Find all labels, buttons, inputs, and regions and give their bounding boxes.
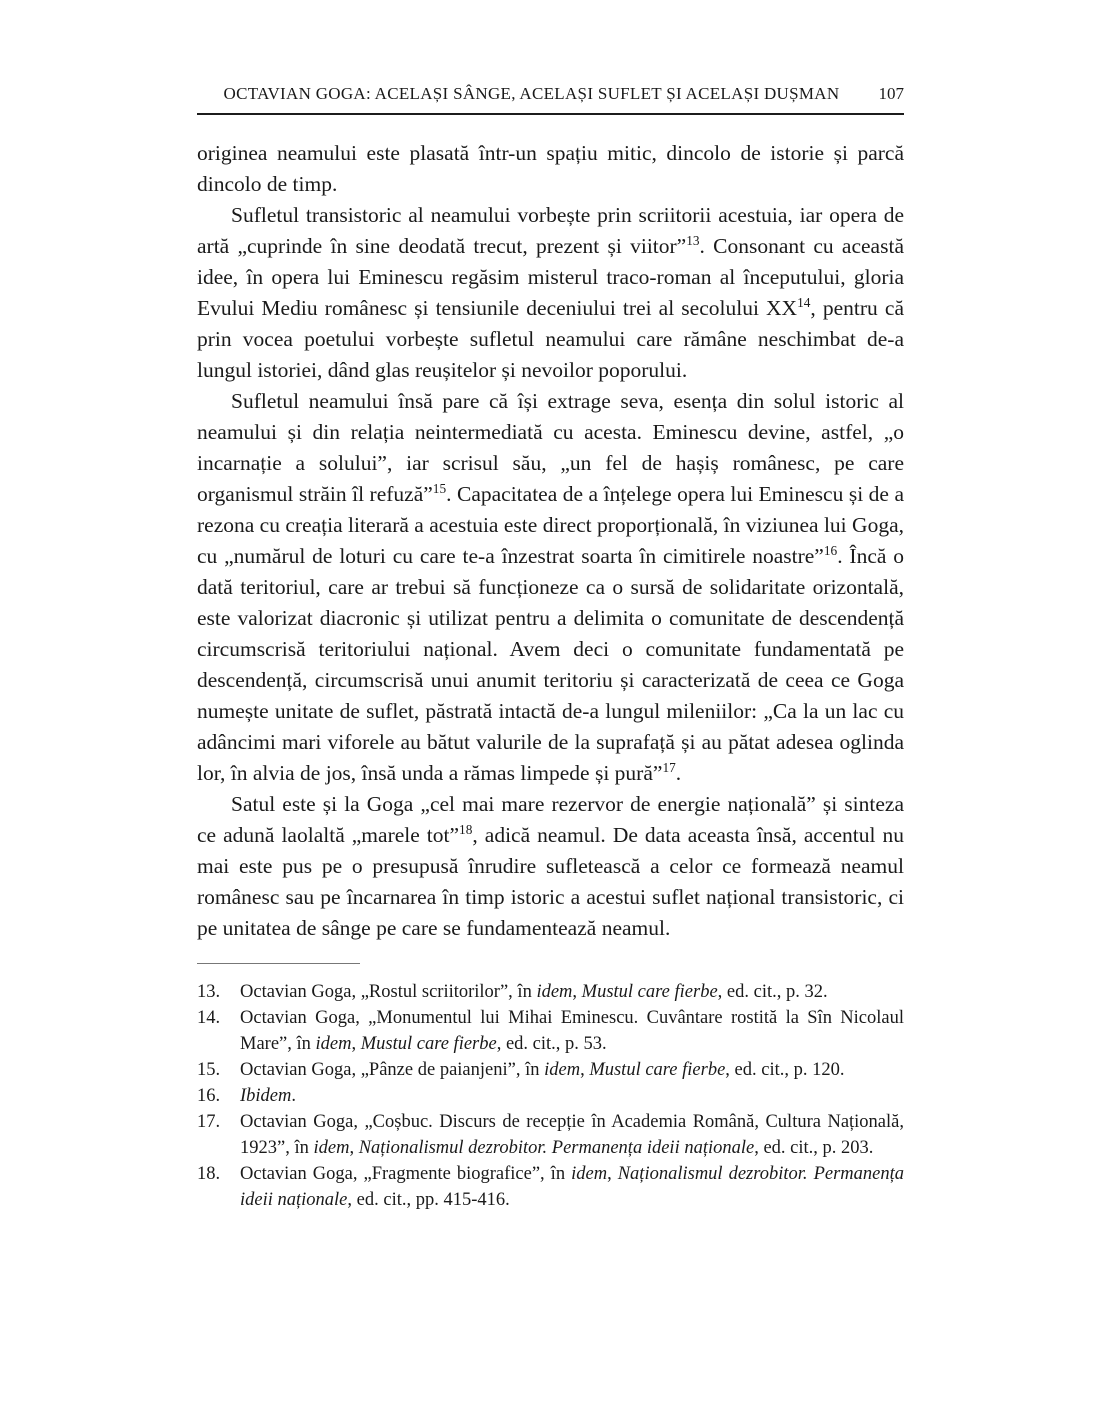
footnote-text: Octavian Goga, „Coșbuc. Discurs de recepție în Academia Română, Cultura Națională, 1923”, în idem, Naționalismul dezrobitor. Permanența ideii naționale, ed. cit., p. 203.	[240, 1112, 904, 1158]
running-head	[197, 84, 904, 115]
footnote-14	[197, 1005, 904, 1057]
footnote-ref: 14	[797, 294, 811, 310]
footnote-ref: 15	[432, 480, 447, 496]
footnote-number: 18.	[197, 1164, 221, 1184]
footnote-text: Octavian Goga, „Pânze de paianjeni”, în idem, Mustul care fierbe, ed. cit., p. 120.	[240, 1060, 845, 1080]
running-head-title: OCTAVIAN GOGA: ACELAȘI SÂNGE, ACELAȘI SUFLET ȘI ACELAȘI DUȘMAN	[223, 84, 840, 103]
footnote-15	[197, 1057, 904, 1083]
footnote-separator	[197, 963, 360, 964]
footnote-13	[197, 979, 904, 1005]
paragraph-4: Satul este și la Goga „cel mai mare rezervor de energie națională” și sinteza ce adună laolaltă „marele tot”$^{18}$, adică neamul. De data aceasta însă, accentul nu mai este pus pe o presupusă înrudire sufletească a celor ce formează neamul românesc sau pe încarnarea în timp istoric a acestui suflet național transistoric, ci pe unitatea de sânge pe care se fundamentează neamul.	[197, 792, 904, 940]
footnote-number: 15.	[197, 1060, 221, 1080]
footnote-ref: 18	[459, 821, 473, 837]
footnotes-section	[197, 963, 904, 1213]
paragraph-3: Sufletul neamului însă pare că își extrage seva, esența din solul istoric al neamului și din relația neintermediată cu acesta. Eminescu devine, astfel, „o incarnație a solului”, iar scrisul său, „un fel de hașiș românesc, pe care organismul străin îl refuză”$^{15}$. Capacitatea de a înțelege opera lui Eminescu și de a rezona cu creația literară a acestuia este direct proporțională, în viziunea lui Goga, cu „numărul de loturi cu care te-a înzestrat soarta în cimitirele noastre”$^{16}$. Încă o dată teritoriul, care ar trebui să funcționeze ca o sursă de solidaritate orizontală, este valorizat diacronic și utilizat pentru a delimita o comunitate de descendență circumscrisă teritoriului național. Avem deci o comunitate fundamentată pe descendență, circumscrisă unui anumit teritoriu și caracterizată de ceea ce Goga numește unitate de suflet, păstrată intactă de-a lungul mileniilor: „Ca la un lac cu adâncimi mari viforele au bătut valurile de la suprafață și au pătat adesea oglinda lor, în alvia de jos, însă unda a rămas limpede și pură”$^{17}$.	[197, 389, 905, 785]
footnote-16	[197, 1083, 904, 1109]
footnote-ref: 16	[823, 542, 838, 558]
footnote-number: 16.	[197, 1086, 221, 1106]
footnote-17	[197, 1109, 904, 1161]
body-text	[197, 138, 904, 944]
footnote-text: Octavian Goga, „Monumentul lui Mihai Eminescu. Cuvântare rostită la Sîn Nicolaul Mare”, în idem, Mustul care fierbe, ed. cit., p. 53.	[240, 1008, 904, 1054]
paragraph-1: originea neamului este plasată într-un spațiu mitic, dincolo de istorie și parcă dincolo de timp.	[197, 141, 904, 196]
footnote-text: Octavian Goga, „Rostul scriitorilor”, în idem, Mustul care fierbe, ed. cit., p. 32.	[240, 982, 828, 1002]
footnote-number: 13.	[197, 982, 221, 1002]
page-number: 107	[878, 84, 904, 103]
footnote-18	[197, 1161, 904, 1213]
footnote-text: Octavian Goga, „Fragmente biografice”, în idem, Naționalismul dezrobitor. Permanența ideii naționale, ed. cit., pp. 415-416.	[240, 1164, 905, 1210]
footnote-ref: 17	[662, 759, 676, 775]
footnote-text: Ibidem.	[240, 1086, 296, 1106]
footnote-number: 14.	[197, 1008, 221, 1028]
footnote-ref: 13	[686, 232, 700, 248]
footnote-number: 17.	[197, 1112, 221, 1132]
paragraph-2: Sufletul transistoric al neamului vorbește prin scriitorii acestuia, iar opera de artă „cuprinde în sine deodată trecut, prezent și viitor”$^{13}$. Consonant cu această idee, în opera lui Eminescu regăsim misterul traco-roman al începutului, gloria Evului Mediu românesc și tensiunile deceniului trei al secolului XX$^{14}$, pentru că prin vocea poetului vorbește sufletul neamului care rămâne neschimbat de-a lungul istoriei, dând glas reușitelor și nevoilor poporului.	[197, 203, 904, 382]
